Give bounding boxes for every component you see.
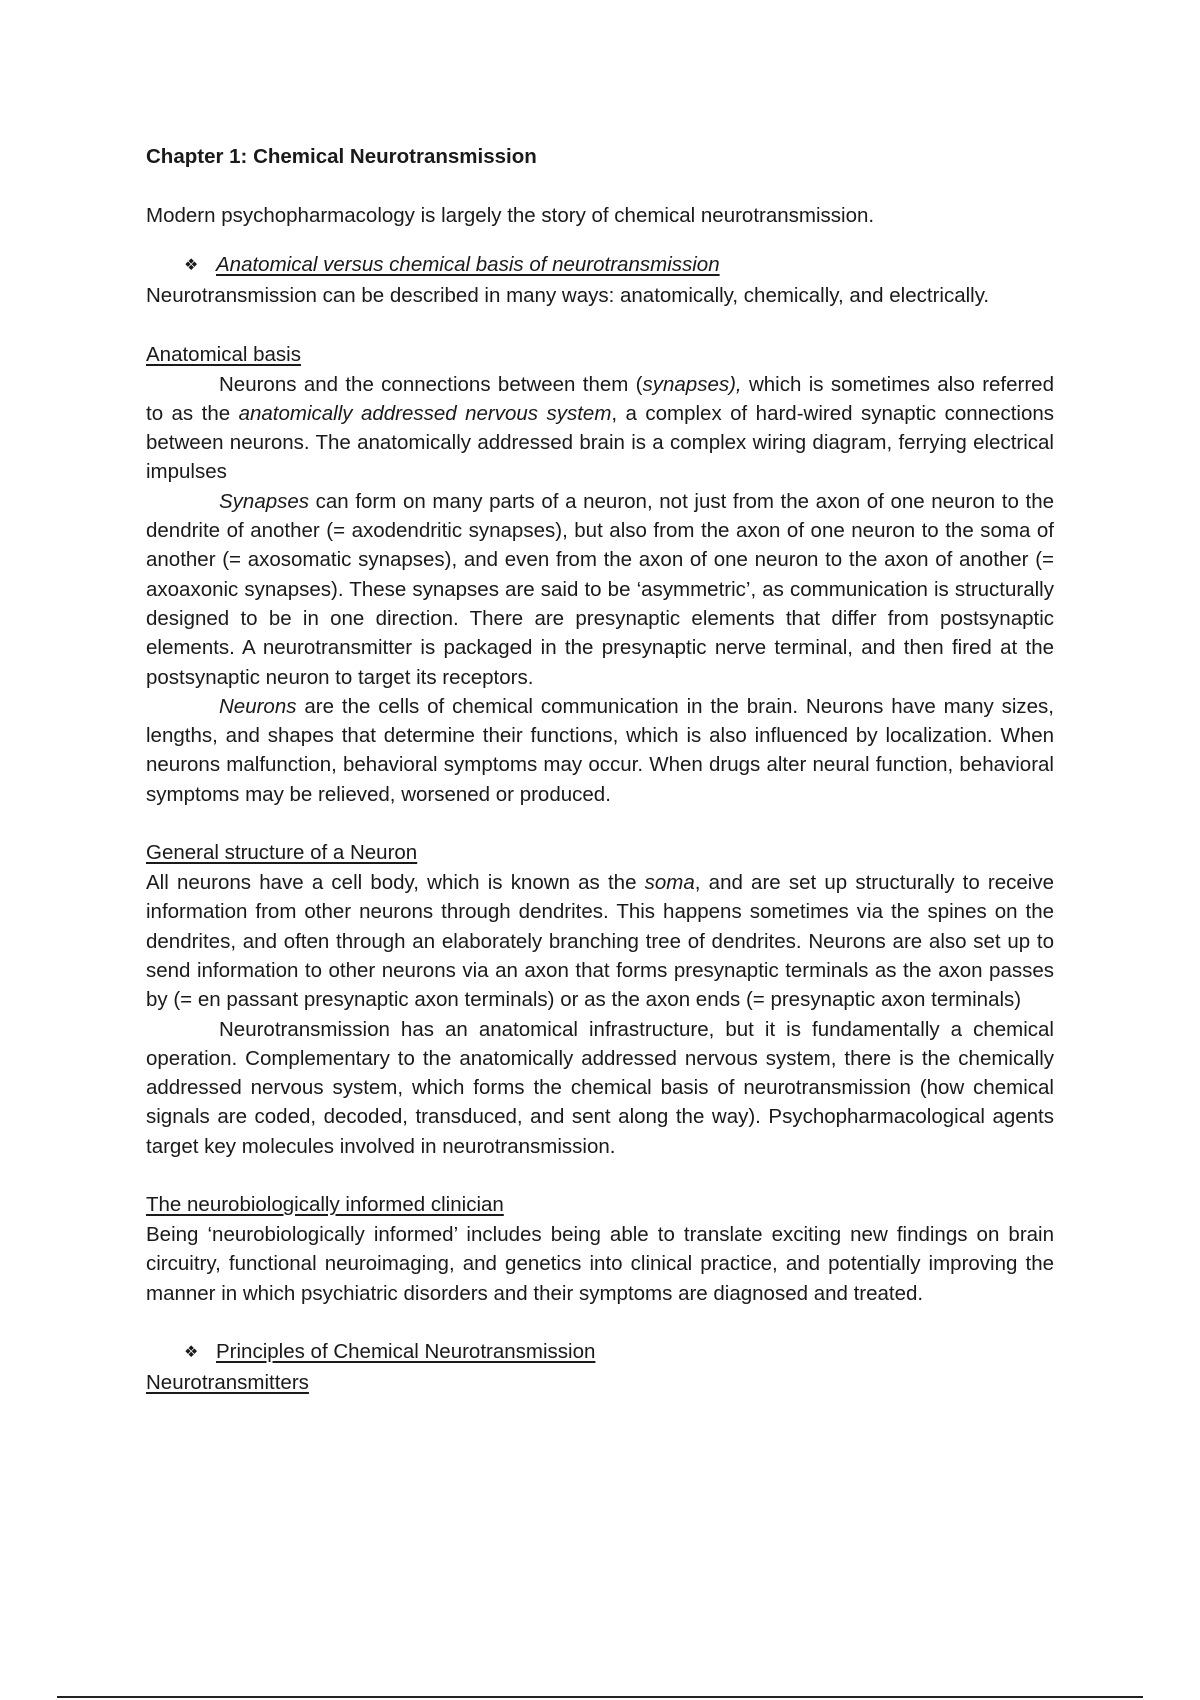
structure-paragraph-2: Neurotransmission has an anatomical infrastructure, but it is fundamentally a chemical operation. Complementary to the anatomically addressed nervous system, there is the chemically addressed nervous system, which forms the chemical basis of neurotransmission (how chemical signals are coded, decoded, transduced, and sent along the way). Psychopharmacological agents target key molecules involved in neurotransmission. — [146, 1017, 1054, 1158]
anatomical-paragraph-3: Neurons are the cells of chemical communication in the brain. Neurons have many sizes, lengths, and shapes that determine their functions, which is also influenced by localization. When neurons malfunction, behavioral symptoms may occur. When drugs alter neural function, behavioral symptoms may be relieved, worsened or produced. — [146, 694, 1054, 806]
anatomical-paragraph-2: Synapses can form on many parts of a neuron, not just from the axon of one neuron to the dendrite of another (= axodendritic synapses), but also from the axon of one neuron to the soma of another (= axosomatic synapses), and even from the axon of one neuron to the axon of another (= axoaxonic synapses). These synapses are said to be ‘asymmetric’, as communication is structurally designed to be in one direction. There are presynaptic elements that differ from postsynaptic elements. A neurotransmitter is packaged in the presynaptic nerve terminal, and then fired at the postsynaptic neuron to target its receptors. — [146, 489, 1054, 689]
footer-divider — [57, 1696, 1143, 1698]
clinician-paragraph: Being ‘neurobiologically informed’ includes being able to translate exciting new findings on brain circuitry, functional neuroimaging, and genetics into clinical practice, and potentially improving the manner in which psychiatric disorders and their symptoms are diagnosed and treated. — [146, 1223, 1054, 1305]
section-heading-neurotransmitters: Neurotransmitters — [146, 1370, 309, 1394]
bullet-heading-label: Principles of Chemical Neurotransmission — [216, 1339, 596, 1363]
chapter-title: Chapter 1: Chemical Neurotransmission — [146, 145, 537, 168]
diamond-bullet-icon: ❖ — [184, 257, 199, 275]
structure-paragraph-1: All neurons have a cell body, which is known as the soma, and are set up structurally to receive information from other neurons through dendrites. This happens sometimes via the spines on the dendrites, and often through an elaborately branching tree of dendrites. Neurons are also set up to send information to other neurons via an axon that forms presynaptic terminals as the axon passes by (= en passant presynaptic axon terminals) or as the axon ends (= presynaptic axon terminals) — [146, 871, 1054, 1012]
section-heading-neuron-structure: General structure of a Neuron — [146, 841, 418, 865]
neurotransmission-description: Neurotransmission can be described in many ways: anatomically, chemically, and electrically. — [146, 284, 990, 308]
bullet-heading-label: Anatomical versus chemical basis of neurotransmission — [216, 253, 720, 277]
anatomical-paragraph-1: Neurons and the connections between them (synapses), which is sometimes also referred to as the anatomically addressed nervous system, a complex of hard-wired synaptic connections between neurons. The anatomically addressed brain is a complex wiring diagram, ferrying electrical impulses — [146, 372, 1054, 484]
document-page — [146, 142, 1054, 1398]
bullet-heading-principles — [146, 1337, 1054, 1368]
section-heading-clinician: The neurobiologically informed clinician — [146, 1193, 504, 1217]
section-heading-anatomical-basis: Anatomical basis — [146, 342, 301, 366]
bullet-heading-anatomical-vs-chemical — [146, 250, 1054, 281]
diamond-bullet-icon: ❖ — [184, 1343, 199, 1361]
intro-paragraph: Modern psychopharmacology is largely the story of chemical neurotransmission. — [146, 204, 875, 227]
